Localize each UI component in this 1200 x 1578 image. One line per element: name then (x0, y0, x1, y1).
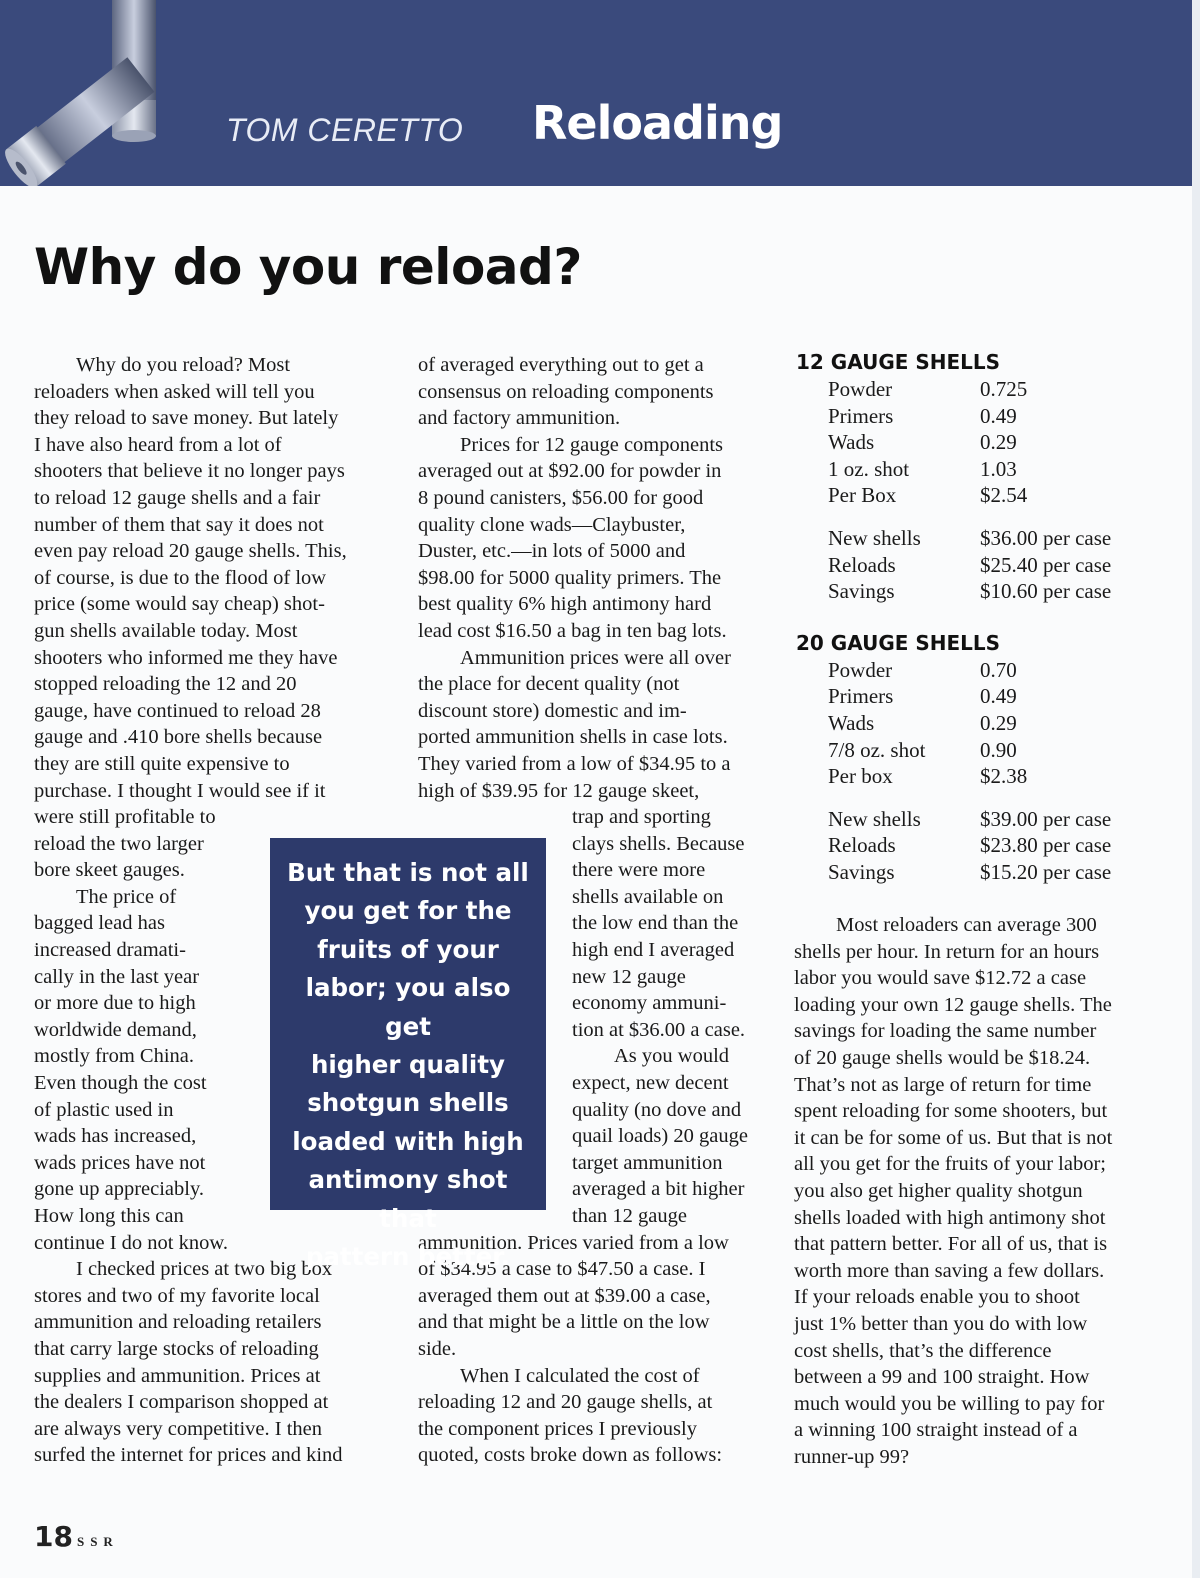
text-line: I checked prices at two big box (76, 1258, 333, 1281)
row-value: $2.54 (980, 483, 1028, 508)
text-line: supplies and ammunition. Prices at (34, 1364, 321, 1387)
text-line: high end I averaged (572, 939, 735, 962)
text-line: best quality 6% high antimony hard (418, 593, 712, 616)
pull-quote (270, 838, 546, 1272)
table-12-gauge (796, 350, 1176, 605)
pull-quote-line: shotgun shells (307, 1088, 509, 1118)
text-line: labor you would save $12.72 a case (794, 967, 1087, 990)
text-line: Most reloaders can average 300 (836, 914, 1097, 936)
text-line: of 20 gauge shells would be $18.24. (794, 1046, 1091, 1069)
text-line: bagged lead has (34, 912, 165, 935)
text-line: I have also heard from a lot of (34, 433, 282, 456)
text-line: they reload to save money. But lately (34, 407, 339, 430)
text-line: tion at $36.00 a case. (572, 1018, 746, 1041)
row-label: 1 oz. shot (828, 456, 910, 481)
text-line: than 12 gauge (572, 1205, 687, 1227)
text-line: averaged them out at $39.00 a case, (418, 1284, 711, 1307)
text-line: of course, is due to the flood of low (34, 566, 327, 589)
text-line: the low end than the (572, 912, 739, 935)
row-value: $39.00 per case (980, 806, 1112, 831)
row-value: 0.725 (980, 377, 1028, 401)
text-line: reload the two larger (34, 832, 204, 855)
row-label: Powder (828, 657, 893, 682)
text-line: number of them that say it does not (34, 513, 324, 536)
text-line: reloaders when asked will tell you (34, 380, 315, 403)
row-label: Primers (828, 403, 894, 428)
text-line: stopped reloading the 12 and 20 (34, 673, 297, 696)
table-row (796, 859, 1176, 886)
text-line: shells available on (572, 885, 724, 908)
text-line: averaged a bit higher (572, 1178, 745, 1201)
text-line: shells loaded with high antimony shot (794, 1206, 1106, 1229)
table-row (796, 525, 1176, 552)
text-line: the place for decent quality (not (418, 673, 680, 696)
text-line: shooters who informed me they have (34, 646, 338, 669)
text-line: 8 pound canisters, $56.00 for good (418, 486, 704, 509)
text-line: When I calculated the cost of (460, 1364, 700, 1387)
col1-para-3 (34, 1256, 394, 1469)
text-line: quality (no dove and (572, 1098, 742, 1121)
row-value: $2.38 (980, 764, 1028, 789)
text-line: purchase. I thought I would see if it (34, 779, 326, 802)
table-row (796, 832, 1176, 859)
text-line: increased dramati- (34, 939, 186, 962)
text-line: If your reloads enable you to shoot (794, 1286, 1080, 1309)
text-line: Even though the cost (34, 1072, 207, 1095)
row-label: Savings (828, 579, 895, 604)
text-line: much would you be willing to pay for (794, 1392, 1105, 1415)
table-row (796, 456, 1176, 483)
row-label: 7/8 oz. shot (828, 737, 926, 762)
text-line: price (some would say cheap) shot- (34, 593, 325, 616)
table-row (796, 806, 1176, 833)
row-value: 1.03 (980, 456, 1017, 481)
text-line: bore skeet gauges. (34, 859, 185, 882)
text-line: discount store) domestic and im- (418, 699, 687, 722)
text-line: spent reloading for some shooters, but (794, 1100, 1108, 1123)
row-value: $15.20 per case (980, 859, 1112, 884)
text-line: gone up appreciably. (34, 1178, 205, 1201)
text-line: stores and two of my favorite local (34, 1284, 320, 1307)
text-line: and factory ammunition. (418, 407, 621, 430)
text-line: the component prices I previously (418, 1417, 697, 1440)
table-row (796, 429, 1176, 456)
row-value: 0.49 (980, 684, 1017, 709)
row-value: 0.70 (980, 657, 1017, 682)
table-20-gauge (796, 631, 1176, 886)
text-line: you also get higher quality shotgun (794, 1179, 1083, 1202)
text-line: worth more than saving a few dollars. (794, 1259, 1105, 1282)
text-line: of $34.95 a case to $47.50 a case. I (418, 1258, 706, 1281)
article-headline: Why do you reload? (34, 238, 582, 296)
row-value: 0.90 (980, 737, 1017, 762)
table-row (796, 657, 1176, 684)
text-line: ammunition. Prices varied from a low (418, 1231, 729, 1254)
spacer (796, 509, 1176, 525)
text-line: quoted, costs broke down as follows: (418, 1444, 723, 1467)
text-line: they are still quite expensive to (34, 752, 290, 775)
row-label: Reloads (828, 833, 896, 858)
pull-quote-line: loaded with high (292, 1126, 524, 1156)
col2-para-2 (418, 432, 774, 645)
text-line: ported ammunition shells in case lots. (418, 726, 728, 749)
text-line: runner-up 99? (794, 1445, 910, 1468)
col1-para-1 (34, 352, 394, 884)
text-line: economy ammuni- (572, 992, 727, 1015)
text-line: it can be for some of us. But that is not (794, 1126, 1113, 1149)
text-line: loading your own 12 gauge shells. The (794, 993, 1112, 1016)
pull-quote-line: But that is not all (287, 858, 529, 887)
row-label: Primers (828, 684, 894, 709)
text-line: As you would (614, 1045, 730, 1068)
text-line: shooters that believe it no longer pays (34, 460, 345, 483)
row-label: Reloads (828, 552, 896, 577)
text-line: How long this can (34, 1205, 184, 1227)
row-label: Savings (828, 859, 895, 884)
table-row (796, 763, 1176, 790)
text-line: Duster, etc.—in lots of 5000 and (418, 540, 686, 563)
text-line: cost shells, that’s the difference (794, 1339, 1052, 1362)
pull-quote-line: fruits of your (317, 934, 499, 964)
row-value: $23.80 per case (980, 833, 1112, 858)
table-row (796, 710, 1176, 737)
text-line: just 1% better than you do with low (794, 1312, 1088, 1335)
text-line: the dealers I comparison shopped at (34, 1391, 329, 1414)
row-label: Wads (828, 710, 875, 735)
row-value: 0.29 (980, 710, 1017, 735)
text-line: all you get for the fruits of your labor; (794, 1153, 1106, 1176)
text-line: between a 99 and 100 straight. How (794, 1366, 1090, 1389)
text-line: wads prices have not (34, 1151, 206, 1174)
column-3-paragraph (794, 912, 1150, 1470)
text-line: gauge, have continued to reload 28 (34, 699, 321, 722)
pull-quote-line: higher quality (310, 1050, 506, 1080)
text-line: worldwide demand, (34, 1018, 197, 1041)
row-label: New shells (828, 806, 921, 831)
row-value: 0.29 (980, 430, 1017, 455)
table-row (796, 737, 1176, 764)
text-line: gun shells available today. Most (34, 619, 298, 642)
table-row (796, 403, 1176, 430)
text-line: Prices for 12 gauge components (460, 433, 724, 456)
magazine-name: SSR (76, 1534, 119, 1549)
row-value: $36.00 per case (980, 525, 1112, 550)
text-line: side. (418, 1337, 457, 1360)
text-line: quail loads) 20 gauge (572, 1125, 748, 1148)
row-label: Wads (828, 430, 875, 455)
pull-quote-line: antimony shot that (308, 1165, 508, 1233)
text-line: savings for loading the same number (794, 1020, 1097, 1043)
row-label: Per Box (828, 483, 897, 508)
row-value: $25.40 per case (980, 552, 1112, 577)
text-line: gauge and .410 bore shells because (34, 726, 323, 749)
row-label: New shells (828, 525, 921, 550)
text-line: of plastic used in (34, 1098, 174, 1121)
table-title: 12 GAUGE SHELLS (796, 350, 1001, 374)
text-line: Ammunition prices were all over (460, 646, 731, 669)
text-line: lead cost $16.50 a bag in ten bag lots. (418, 619, 727, 642)
text-line: cally in the last year (34, 965, 200, 988)
table-row (796, 482, 1176, 509)
pull-quote-line: pattern better. (305, 1242, 511, 1272)
text-line: are always very competitive. I then (34, 1417, 323, 1440)
text-line: or more due to high (34, 992, 196, 1015)
text-line: that pattern better. For all of us, that is (794, 1233, 1108, 1256)
text-line: target ammunition (572, 1151, 723, 1174)
table-row (796, 683, 1176, 710)
text-line: were still profitable to (34, 806, 216, 829)
text-line: reloading 12 and 20 gauge shells, at (418, 1391, 713, 1414)
table-title: 20 GAUGE SHELLS (796, 630, 1001, 655)
cost-tables (796, 350, 1176, 886)
text-line: mostly from China. (34, 1045, 195, 1068)
col2-para-1 (418, 352, 774, 432)
pull-quote-line: you get for the (304, 896, 512, 926)
text-line: Why do you reload? Most (76, 354, 291, 376)
row-label: Powder (828, 377, 893, 401)
text-line: trap and sporting (572, 806, 711, 829)
spacer (796, 790, 1176, 806)
text-line: $98.00 for 5000 quality primers. The (418, 566, 722, 589)
text-line: They varied from a low of $34.95 to a (418, 752, 731, 775)
row-value: 0.49 (980, 403, 1017, 428)
shotgun-shell-icon (0, 0, 170, 186)
table-row (796, 552, 1176, 579)
text-line: surfed the internet for prices and kind (34, 1444, 343, 1467)
text-line: and that might be a little on the low (418, 1311, 710, 1334)
text-line: shells per hour. In return for an hours (794, 940, 1100, 963)
text-line: there were more (572, 859, 706, 882)
text-line: ammunition and reloading retailers (34, 1311, 322, 1334)
text-line: high of $39.95 for 12 gauge skeet, (418, 779, 700, 802)
spacer (796, 605, 1176, 631)
page-number: 18 (34, 1520, 73, 1553)
text-line: expect, new decent (572, 1072, 729, 1095)
text-line: of averaged everything out to get a (418, 354, 704, 376)
header-banner (0, 0, 1192, 186)
text-line: consensus on reloading components (418, 380, 714, 403)
text-line: That’s not as large of return for time (794, 1073, 1092, 1096)
text-line: continue I do not know. (34, 1231, 228, 1254)
text-line: a winning 100 straight instead of a (794, 1419, 1078, 1442)
text-line: new 12 gauge (572, 965, 686, 988)
row-value: $10.60 per case (980, 579, 1112, 604)
row-label: Per box (828, 764, 893, 789)
text-line: clays shells. Because (572, 832, 745, 855)
text-line: to reload 12 gauge shells and a fair (34, 486, 321, 509)
text-line: averaged out at $92.00 for powder in (418, 460, 722, 483)
text-line: even pay reload 20 gauge shells. This, (34, 540, 347, 563)
page-footer (34, 1520, 119, 1553)
col2-para-5 (418, 1363, 774, 1469)
table-row (796, 578, 1176, 605)
text-line: quality clone wads—Claybuster, (418, 513, 686, 536)
author-name: TOM CERETTO (226, 112, 464, 148)
page-edge (1192, 0, 1200, 1578)
text-line: wads has increased, (34, 1125, 197, 1148)
text-line: The price of (76, 885, 177, 908)
text-line: that carry large stocks of reloading (34, 1337, 319, 1360)
table-row (796, 376, 1176, 403)
pull-quote-line: labor; you also get (305, 973, 511, 1041)
section-title: Reloading (532, 96, 783, 150)
